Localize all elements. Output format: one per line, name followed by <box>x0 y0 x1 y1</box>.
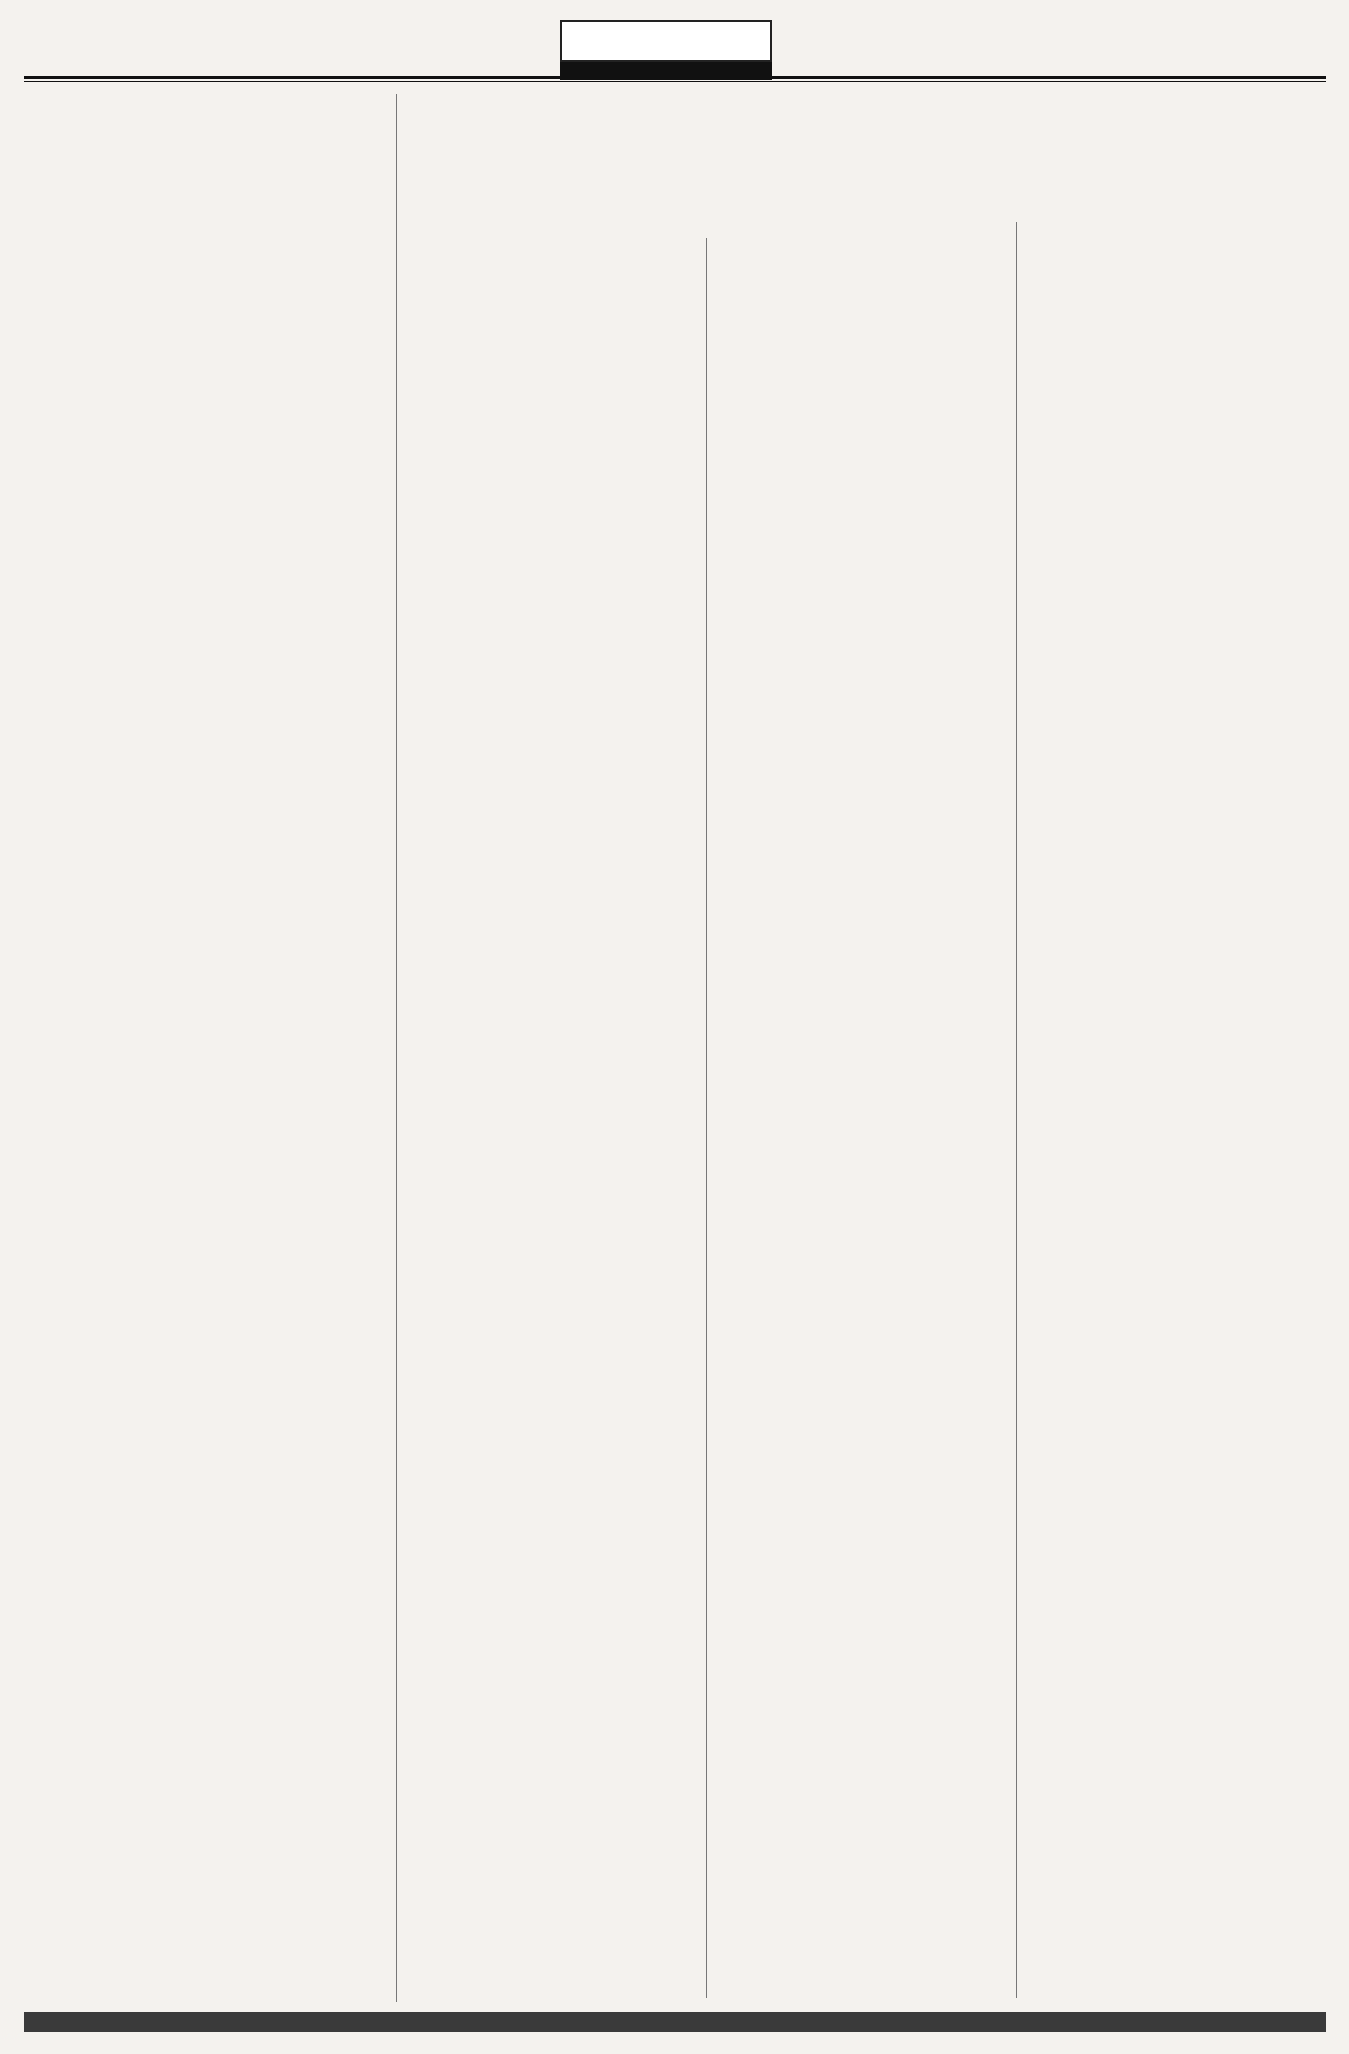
main-story-column-3 <box>1026 222 1318 1972</box>
page-footer <box>24 2012 1326 2032</box>
header-rule <box>24 76 1326 79</box>
section-title <box>560 20 772 62</box>
column-divider <box>706 238 707 1998</box>
left-story-column-bottom <box>36 858 384 1980</box>
column-divider <box>1016 222 1017 1998</box>
column-divider <box>396 94 397 2002</box>
page-header <box>0 0 1349 80</box>
main-story-column-1 <box>412 238 696 1990</box>
main-story-column-2 <box>716 222 1006 1990</box>
section-banner <box>560 20 772 80</box>
left-story-column-top <box>188 108 384 856</box>
header-rule-thin <box>24 81 1326 82</box>
